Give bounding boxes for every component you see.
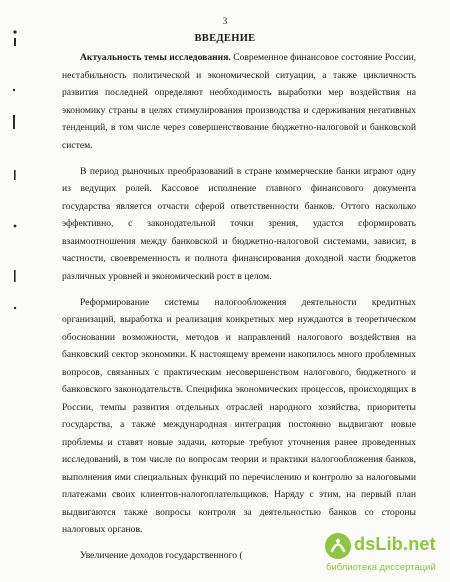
margin-marks: [8, 20, 22, 320]
page-title: ВВЕДЕНИЕ: [194, 33, 256, 44]
paragraph-text: Современное финансовое состояние России, нестабильность политической и экономической ситуации, а также цикличность развития последней определяют необходимость выработки мер воздействия на экономику страны в целях стимулирования производства и сдерживания негативных тенденций, в том числе через совершенствование бюджетно-налоговой и банковской систем.: [62, 52, 417, 151]
paragraph: Увеличение доходов государственного (: [80, 550, 243, 561]
watermark: [324, 532, 442, 576]
paragraph-relevance: [62, 49, 416, 154]
dslib-logo-icon: [324, 532, 352, 560]
watermark-subtitle: библиотека диссертаций: [326, 562, 436, 573]
paragraph: В период рыночных преобразований в стране коммерческие банки играют одну из ведущих ролей. Кассовое исполнение главного финансового документа государства является отчасти сферой ответственности банков. Оттого насколько эффективно, с законодательной точки зрения, удастся сформировать взаимоотношения между банковской и бюджетно-налоговой системами, зависит, в частности, своевременность и полнота финансирования доходной части бюджетов различных уровней и экономический рост в целом.: [62, 165, 416, 282]
relevance-heading: Актуальность темы исследования.: [80, 52, 231, 63]
watermark-name: dsLib.net: [354, 534, 436, 554]
body-text: [62, 49, 416, 565]
page-number: 3: [222, 16, 228, 26]
paragraph: Реформирование системы налогообложения деятельности кредитных организаций, выработка и реализация конкретных мер нуждаются в теоретическом обосновании возможности, методов и направлений налогового воздействия на банковский сектор экономики. К настоящему времени накопилось много проблемных вопросов, связанных с практическим несовершенством налогового, бюджетного и банковского законодательств. Специфика экономических процессов, происходящих в России, темпы развития отдельных отраслей народного хозяйства, приоритеты государства, а также международная интеграция постоянно выдвигают новые проблемы и ставят новые задачи, которые требуют уточнения ранее проведенных исследований, в том числе по вопросам теории и практики налогообложения банков, выполнения ими специальных функций по перечислению и контролю за налоговыми платежами своих клиентов-налогоплательщиков. Наряду с этим, на первый план выдвигаются также вопросы контроля за деятельностью банков со стороны налоговых органов.: [62, 296, 416, 535]
